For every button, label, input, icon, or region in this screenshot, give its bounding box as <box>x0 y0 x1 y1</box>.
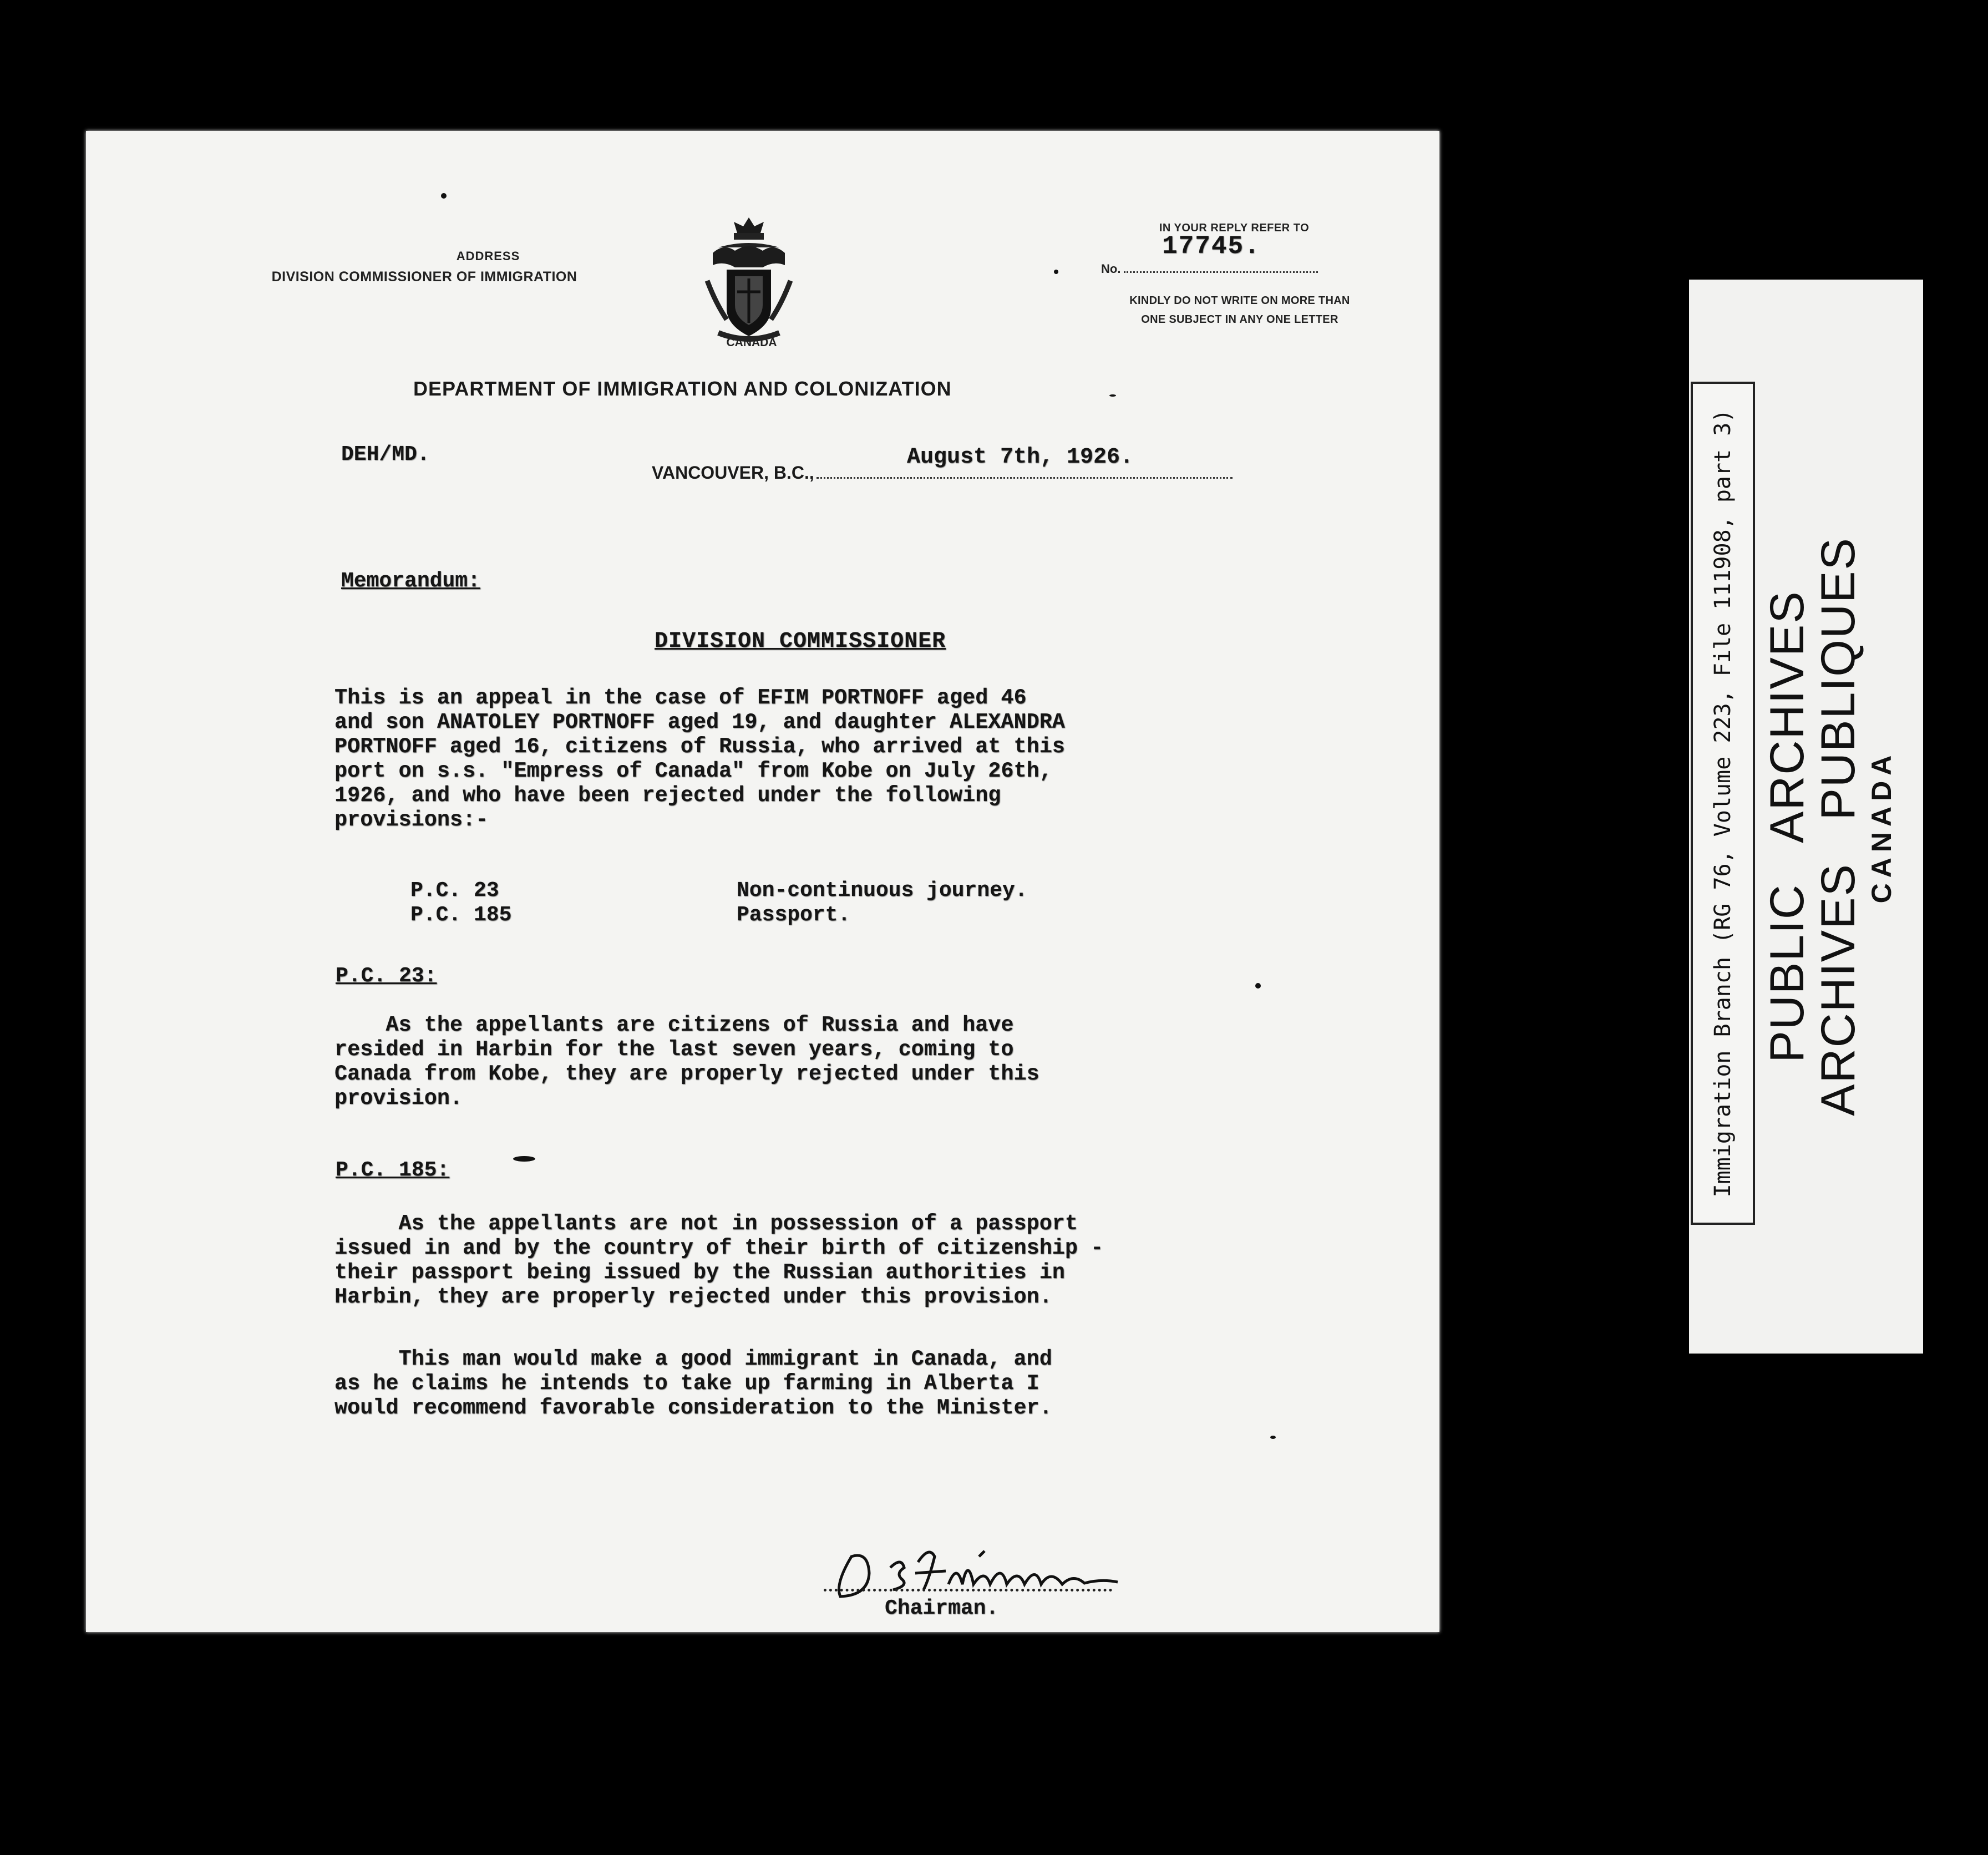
archive-reference: Immigration Branch (RG 76, Volume 223, File 111908, part 3) <box>1710 409 1736 1198</box>
letter-page <box>86 131 1439 1632</box>
file-initials: DEH/MD. <box>341 443 430 467</box>
letterhead-address <box>197 249 652 285</box>
memo-label: Memorandum: <box>341 569 480 593</box>
recommendation-paragraph: This man would make a good immigrant in Canada, and as he claims he intends to take up farming in Alberta I would recommend favorable consideration to the Minister. <box>334 1347 1052 1420</box>
archive-country: CANADA <box>1866 749 1897 904</box>
dotted-rule <box>1124 271 1318 273</box>
reference-number: 17745. <box>1162 232 1261 261</box>
public-archives: PUBLIC ARCHIVES <box>1761 590 1814 1063</box>
number-line <box>1101 262 1318 276</box>
provision-desc-1: Non-continuous journey. <box>737 879 1028 903</box>
provision-code-1: P.C. 23 <box>410 879 499 903</box>
archive-reference-tab <box>1691 382 1755 1225</box>
addressee: DIVISION COMMISSIONER <box>655 629 946 654</box>
appeal-paragraph: This is an appeal in the case of EFIM PORTNOFF aged 46 and son ANATOLEY PORTNOFF aged 19, and daughter ALEXANDRA PORTNOFF aged 16, citizens of Russia, who arrived at this port on s.s. "Empress of Canada" from Kobe on July 26th, 1926, and who have been rejected under the following provisions:- <box>334 686 1065 832</box>
pc23-paragraph: As the appellants are citizens of Russia and have resided in Harbin for the last seven years, coming to Canada from Kobe, they are properly rejected under this provision. <box>334 1013 1039 1111</box>
section-head-pc185: P.C. 185: <box>336 1158 450 1182</box>
letter-date: August 7th, 1926. <box>907 445 1134 470</box>
department-heading: DEPARTMENT OF IMMIGRATION AND COLONIZATION <box>413 377 952 400</box>
no-label: No. <box>1101 262 1121 276</box>
address-label: ADDRESS <box>456 249 520 263</box>
provision-code-2: P.C. 185 <box>410 903 512 927</box>
crest-caption: CANADA <box>726 336 777 349</box>
archive-stamp <box>1762 537 1899 1116</box>
date-dotted-rule <box>816 477 1233 479</box>
canada-crest-icon <box>702 214 796 347</box>
signature-dotted-rule <box>824 1589 1112 1592</box>
office-name: DIVISION COMMISSIONER OF IMMIGRATION <box>271 269 577 285</box>
single-subject-note <box>1096 291 1384 329</box>
note-line-2: ONE SUBJECT IN ANY ONE LETTER <box>1141 313 1338 326</box>
signature-title: Chairman. <box>885 1596 999 1620</box>
note-line-1: KINDLY DO NOT WRITE ON MORE THAN <box>1129 295 1350 307</box>
place-label: VANCOUVER, B.C., <box>652 463 814 483</box>
archives-publiques: ARCHIVES PUBLIQUES <box>1812 537 1865 1116</box>
reference-box <box>1040 222 1428 326</box>
pc185-paragraph: As the appellants are not in possession of a passport issued in and by the country of their birth of citizenship - their passport being issued by the Russian authorities in Harbin, they are properly rejected under this provision. <box>334 1212 1104 1309</box>
section-head-pc23: P.C. 23: <box>336 964 437 988</box>
reply-label: IN YOUR REPLY REFER TO <box>1159 222 1310 234</box>
provision-desc-2: Passport. <box>737 903 851 927</box>
